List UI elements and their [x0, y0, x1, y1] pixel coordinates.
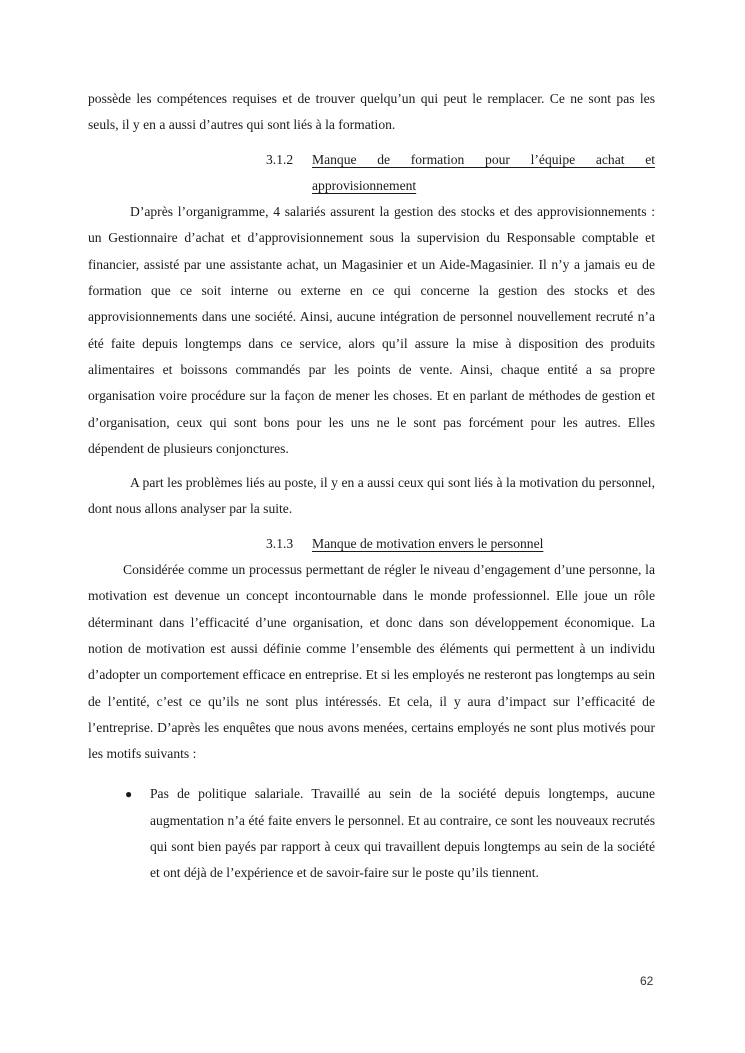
section-3-1-2-title: Manque de formation pour l’équipe achat et approvisionnement	[312, 151, 655, 193]
list-item-text: Pas de politique salariale. Travaillé au sein de la société depuis longtemps, aucune augmentation n’a été faite envers le personnel. Et au contraire, ce sont les nouveaux recrutés qui sont bien payés par rapport à ceux qui travaillent depuis longtemps au sein de la société et ont déjà de l’expérience et de savoir-faire sur le poste qu’ils tiennent.	[150, 786, 655, 881]
page-number: 62	[640, 974, 654, 988]
section-3-1-3-number: 3.1.3	[266, 535, 294, 551]
section-3-1-3-heading	[88, 531, 655, 557]
section-3-1-2-number: 3.1.2	[266, 151, 294, 167]
motivation-bullet-list	[88, 781, 655, 886]
list-item	[88, 781, 655, 886]
section-3-1-2-paragraph-2: A part les problèmes liés au poste, il y en a aussi ceux qui sont liés à la motivation du personnel, dont nous allons analyser par la suite.	[88, 475, 655, 517]
section-3-1-2-heading	[88, 147, 655, 200]
document-page	[88, 86, 655, 887]
section-3-1-3-paragraph: Considérée comme un processus permettant de régler le niveau d’engagement d’une personne, la motivation est devenue un concept incontournable dans le monde professionnel. Elle joue un rôle déterminant dans l’efficacité d’une organisation, et donc dans son développement économique. La notion de motivation est aussi définie comme l’ensemble des éléments qui permettent à un individu d’adopter un comportement efficace en entreprise. Et si les employés ne resteront pas longtemps au sein de l’entité, c’est ce qu’ils ne sont plus intéressés. Et cela, il y aura d’impact sur l’efficacité de l’entreprise. D’après les enquêtes que nous avons menées, certains employés ne sont plus motivés pour les motifs suivants :	[88, 562, 655, 762]
bullet-dot-icon: ●	[125, 787, 133, 802]
intro-paragraph: possède les compétences requises et de trouver quelqu’un qui peut le remplacer. Ce ne sont pas les seuls, il y en a aussi d’autres qui sont liés à la formation.	[88, 91, 655, 133]
section-3-1-3-title: Manque de motivation envers le personnel	[312, 535, 544, 551]
section-3-1-2-paragraph-1: D’après l’organigramme, 4 salariés assurent la gestion des stocks et des approvisionnements : un Gestionnaire d’achat et d’approvisionnement sous la supervision du Responsable comptable et financier, assisté par une assistante achat, un Magasinier et un Aide-Magasinier. Il n’y a jamais eu de formation que ce soit interne ou externe en ce qui concerne la gestion des stocks et des approvisionnements dans une société. Ainsi, aucune intégration de personnel nouvellement recruté n’a été faite depuis longtemps dans ce service, alors qu’il assure la mise à disposition des produits alimentaires et boissons commandés par les points de vente. Ainsi, chaque entité a sa propre organisation voire procédure sur la façon de mener les choses. Et en parlant de méthodes de gestion et d’organisation, ceux qui sont bons pour les uns ne le sont pas forcément pour les autres. Elles dépendent de plusieurs conjonctures.	[88, 204, 655, 456]
